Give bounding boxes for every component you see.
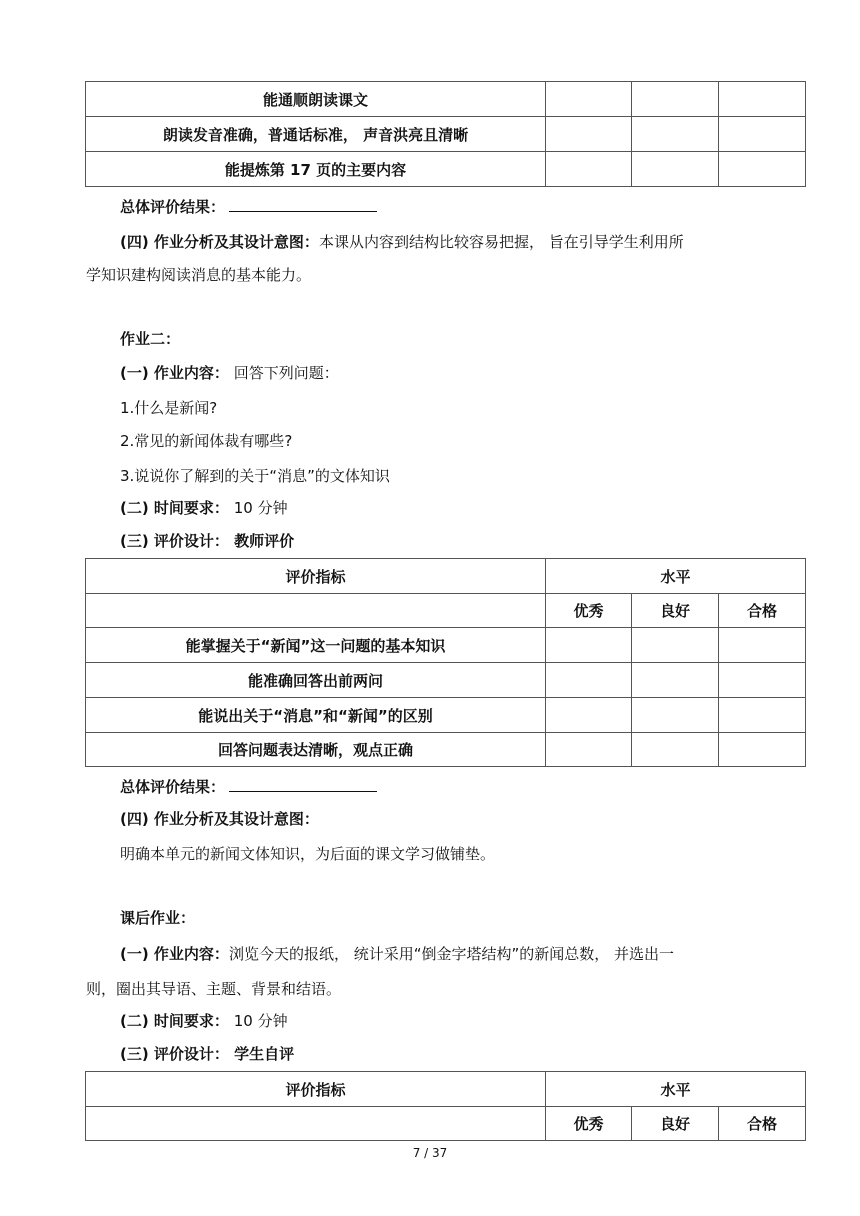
indicator-cell: 回答问题表达清晰，观点正确 xyxy=(86,733,546,767)
evaluation-table-1 xyxy=(85,81,806,187)
result-blank xyxy=(229,196,377,212)
hw2-analysis-text: 明确本单元的新闻文体知识，为后面的课文学习做铺垫。 xyxy=(120,845,496,863)
indicator-cell: 朗读发音准确，普通话标准， 声音洪亮且清晰 xyxy=(86,117,546,152)
page-number: 7 / 37 xyxy=(412,1146,448,1160)
table-row xyxy=(86,733,806,767)
table-row xyxy=(86,117,806,152)
level-excellent: 优秀 xyxy=(546,594,632,628)
level-header: 水平 xyxy=(546,1072,806,1107)
table-subheader-row xyxy=(86,1107,806,1141)
level-pass: 合格 xyxy=(719,1107,806,1141)
level-pass: 合格 xyxy=(719,594,806,628)
table-row xyxy=(86,628,806,663)
after-class-title: 课后作业： xyxy=(120,909,196,927)
table-row xyxy=(86,152,806,187)
analysis-paragraph-1-cont: 学知识建构阅读消息的基本能力。 xyxy=(86,266,312,284)
hw2-question-2: 2.常见的新闻体裁有哪些? xyxy=(120,432,293,450)
table-row xyxy=(86,698,806,733)
hw2-eval: (三) 评价设计： 教师评价 xyxy=(120,532,295,550)
result-blank xyxy=(229,776,377,792)
overall-result-1: 总体评价结果： xyxy=(120,196,377,217)
evaluation-table-3 xyxy=(85,1071,806,1141)
level-header: 水平 xyxy=(546,559,806,594)
after-content: (一) 作业内容：浏览今天的报纸， 统计采用“倒金字塔结构”的新闻总数， 并选出一 xyxy=(120,945,675,963)
hw2-question-1: 1.什么是新闻? xyxy=(120,399,218,417)
indicator-cell: 能掌握关于“新闻”这一问题的基本知识 xyxy=(86,628,546,663)
hw2-time: (二) 时间要求： 10 分钟 xyxy=(120,499,288,517)
table-header-row xyxy=(86,1072,806,1107)
table-row xyxy=(86,663,806,698)
indicator-header: 评价指标 xyxy=(86,559,546,594)
indicator-cell: 能通顺朗读课文 xyxy=(86,82,546,117)
homework-2-title: 作业二： xyxy=(120,330,181,348)
table-subheader-row xyxy=(86,594,806,628)
level-good: 良好 xyxy=(632,1107,719,1141)
after-content-cont: 则，圈出其导语、主题、背景和结语。 xyxy=(86,980,342,998)
indicator-cell: 能准确回答出前两问 xyxy=(86,663,546,698)
indicator-cell: 能提炼第 17 页的主要内容 xyxy=(86,152,546,187)
indicator-cell: 能说出关于“消息”和“新闻”的区别 xyxy=(86,698,546,733)
hw2-analysis-label: (四) 作业分析及其设计意图： xyxy=(120,810,319,828)
level-excellent: 优秀 xyxy=(546,1107,632,1141)
table-header-row xyxy=(86,559,806,594)
analysis-paragraph-1: (四) 作业分析及其设计意图：本课从内容到结构比较容易把握， 旨在引导学生利用所 xyxy=(120,233,684,251)
table-row xyxy=(86,82,806,117)
after-eval: (三) 评价设计： 学生自评 xyxy=(120,1045,295,1063)
after-time: (二) 时间要求： 10 分钟 xyxy=(120,1012,288,1030)
level-good: 良好 xyxy=(632,594,719,628)
overall-result-2: 总体评价结果： xyxy=(120,776,377,797)
hw2-content: (一) 作业内容： 回答下列问题： xyxy=(120,364,339,382)
hw2-question-3: 3.说说你了解到的关于“消息”的文体知识 xyxy=(120,467,390,485)
indicator-header: 评价指标 xyxy=(86,1072,546,1107)
evaluation-table-2 xyxy=(85,558,806,767)
